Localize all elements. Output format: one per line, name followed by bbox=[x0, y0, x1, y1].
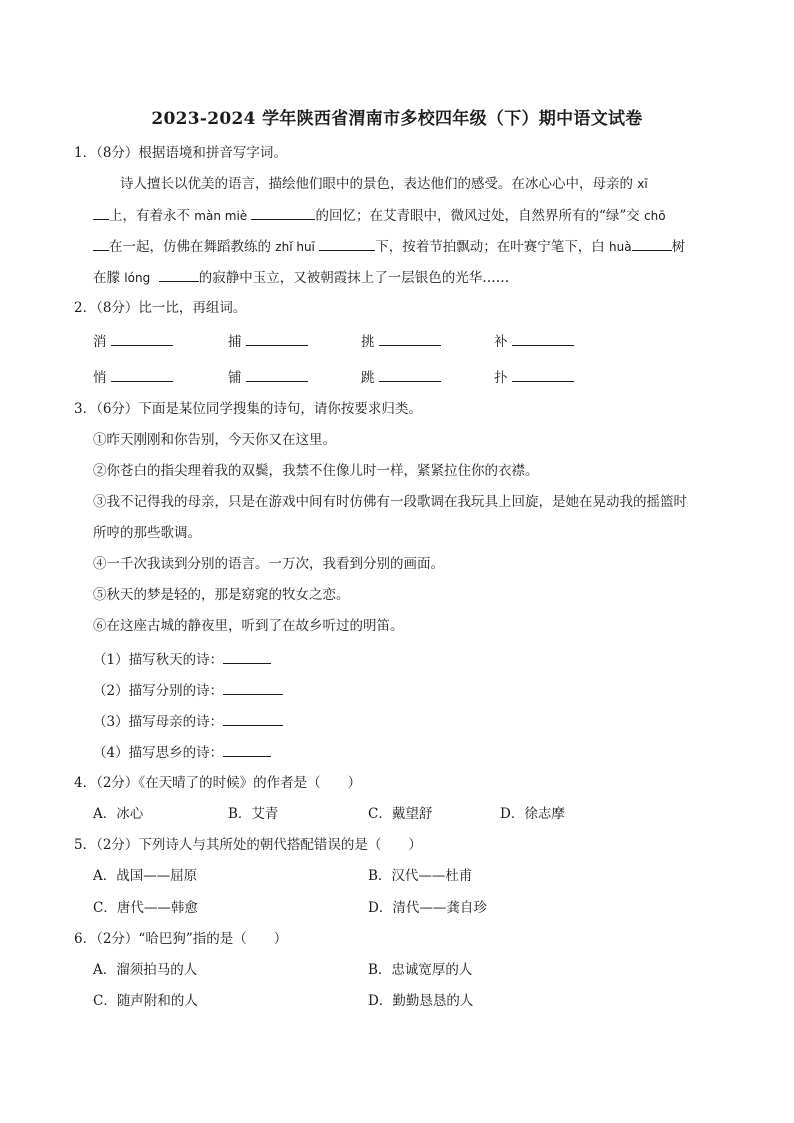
choice-option-b[interactable]: B．忠诚宽厚的人 bbox=[368, 962, 473, 978]
compare-item: 扑 bbox=[494, 367, 574, 388]
answer-blank[interactable] bbox=[319, 236, 375, 251]
answer-blank[interactable] bbox=[512, 331, 574, 346]
answer-blank[interactable] bbox=[246, 331, 308, 346]
question-2-heading: 2．（8分）比一比，再组词。 bbox=[74, 300, 247, 316]
poem-item: ④一千次我读到分别的语言。一万次，我看到分别的画面。 bbox=[93, 556, 444, 572]
sub-question: （4）描写思乡的诗： bbox=[93, 742, 271, 763]
question-1-passage-line-2 bbox=[93, 205, 666, 226]
pinyin-hint: huà bbox=[609, 240, 632, 254]
answer-blank[interactable] bbox=[223, 711, 283, 726]
answer-blank[interactable] bbox=[93, 236, 109, 251]
choice-option-d[interactable]: D．徐志摩 bbox=[500, 806, 565, 822]
question-1-passage-line-4 bbox=[93, 267, 509, 288]
choice-option-c[interactable]: C．随声附和的人 bbox=[93, 993, 198, 1009]
question-4-heading: 4．（2分）《在天晴了的时候》的作者是（ ） bbox=[74, 775, 362, 791]
sub-question: （1）描写秋天的诗： bbox=[93, 649, 271, 670]
compare-item: 补 bbox=[494, 331, 574, 352]
compare-item: 挑 bbox=[361, 331, 441, 352]
sub-question: （3）描写母亲的诗： bbox=[93, 711, 283, 732]
poem-item: ⑥在这座古城的静夜里，听到了在故乡听过的明笛。 bbox=[93, 618, 404, 634]
poem-item: ①昨天刚刚和你告别，今天你又在这里。 bbox=[93, 432, 336, 448]
passage-text: 上，有着永不 bbox=[109, 208, 190, 224]
answer-blank[interactable] bbox=[223, 649, 271, 664]
answer-blank[interactable] bbox=[223, 742, 271, 757]
compare-item: 悄 bbox=[93, 367, 173, 388]
choice-option-d[interactable]: D．清代——龚自珍 bbox=[368, 900, 487, 916]
question-6-heading: 6．（2分）“哈巴狗”指的是（ ） bbox=[74, 931, 288, 947]
answer-blank[interactable] bbox=[251, 205, 315, 220]
choice-option-c[interactable]: C．唐代——韩愈 bbox=[93, 900, 198, 916]
passage-text: 的寂静中玉立，又被朝霞抹上了一层银色的光华…… bbox=[198, 270, 510, 286]
choice-option-b[interactable]: B．汉代——杜甫 bbox=[368, 868, 473, 884]
choice-option-d[interactable]: D．勤勤恳恳的人 bbox=[368, 993, 474, 1009]
compare-item: 铺 bbox=[228, 367, 308, 388]
pinyin-hint: chō bbox=[644, 209, 666, 223]
pinyin-hint: lóng bbox=[124, 271, 151, 285]
choice-option-a[interactable]: A．溜须拍马的人 bbox=[93, 962, 198, 978]
page-title: 2023-2024 学年陕西省渭南市多校四年级（下）期中语文试卷 bbox=[151, 109, 643, 129]
answer-blank[interactable] bbox=[223, 680, 283, 695]
passage-text: 下，按着节拍飘动；在叶赛宁笔下，白 bbox=[375, 239, 605, 255]
passage-text: 在一起，仿佛在舞蹈教练的 bbox=[109, 239, 271, 255]
answer-blank[interactable] bbox=[111, 367, 173, 382]
question-1-heading: 1．（8分）根据语境和拼音写字词。 bbox=[74, 145, 287, 161]
choice-option-c[interactable]: C．戴望舒 bbox=[368, 806, 433, 822]
poem-item-continued: 所哼的那些歌调。 bbox=[93, 525, 201, 541]
passage-text: 在朦 bbox=[93, 270, 120, 286]
pinyin-hint: zhǐ huī bbox=[275, 240, 315, 254]
answer-blank[interactable] bbox=[379, 367, 441, 382]
question-3-heading: 3．（6分）下面是某位同学搜集的诗句，请你按要求归类。 bbox=[74, 401, 422, 417]
passage-text: 诗人擅长以优美的语言，描绘他们眼中的景色，表达他们的感受。在冰心心中，母亲的 bbox=[120, 176, 633, 192]
poem-item: ②你苍白的指尖理着我的双鬓，我禁不住像儿时一样，紧紧拉住你的衣襟。 bbox=[93, 463, 539, 479]
answer-blank[interactable] bbox=[159, 267, 199, 282]
question-1-passage-line-1 bbox=[120, 174, 648, 194]
answer-blank[interactable] bbox=[93, 205, 109, 220]
pinyin-hint: màn miè bbox=[194, 209, 248, 223]
answer-blank[interactable] bbox=[379, 331, 441, 346]
answer-blank[interactable] bbox=[512, 367, 574, 382]
sub-question: （2）描写分别的诗： bbox=[93, 680, 283, 701]
question-5-heading: 5．（2分）下列诗人与其所处的朝代搭配错误的是（ ） bbox=[74, 837, 422, 853]
answer-blank[interactable] bbox=[632, 236, 672, 251]
choice-option-a[interactable]: A．冰心 bbox=[93, 806, 144, 822]
answer-blank[interactable] bbox=[246, 367, 308, 382]
poem-item: ③我不记得我的母亲，只是在游戏中间有时仿佛有一段歌调在我玩具上回旋，是她在晃动我的摇篮时 bbox=[93, 494, 687, 510]
compare-item: 跳 bbox=[361, 367, 441, 388]
answer-blank[interactable] bbox=[111, 331, 173, 346]
passage-text: 树 bbox=[671, 239, 686, 255]
pinyin-hint: xī bbox=[637, 177, 648, 191]
passage-text: 的回忆；在艾青眼中，微风过处，自然界所有的“绿”交 bbox=[315, 208, 640, 224]
question-1-passage-line-3 bbox=[93, 236, 685, 257]
choice-option-b[interactable]: B．艾青 bbox=[228, 806, 279, 822]
choice-option-a[interactable]: A．战国——屈原 bbox=[93, 868, 198, 884]
poem-item: ⑤秋天的梦是轻的，那是窈窕的牧女之恋。 bbox=[93, 587, 350, 603]
compare-item: 捕 bbox=[228, 331, 308, 352]
compare-item: 消 bbox=[93, 331, 173, 352]
